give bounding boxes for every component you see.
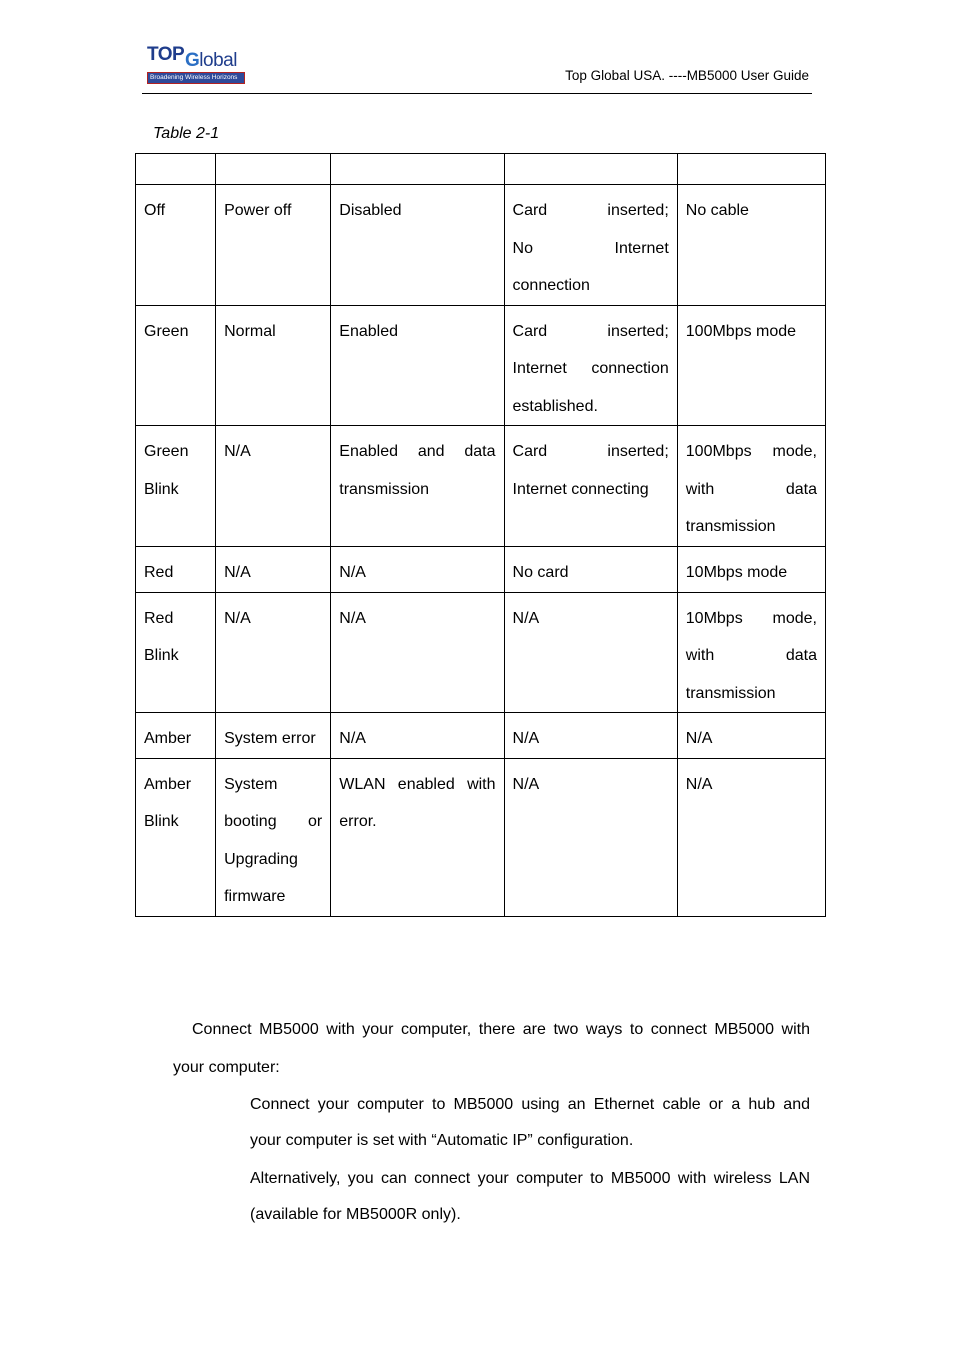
header-title: Top Global USA. ----MB5000 User Guide xyxy=(565,68,809,83)
cell-text-line: 100Mbps mode xyxy=(685,322,797,340)
cell-text-line: Card inserted; xyxy=(512,202,669,219)
header-cell xyxy=(216,154,331,185)
table-cell xyxy=(216,713,331,759)
cell-text-line: Green xyxy=(144,443,189,460)
cell-text-line: No cable xyxy=(685,202,749,219)
cell-text-line: Upgrading xyxy=(224,850,298,868)
cell-text-line: N/A xyxy=(339,609,366,627)
cell-text-line: N/A xyxy=(512,730,540,747)
table-cell xyxy=(136,426,216,547)
intro-paragraph xyxy=(173,1011,810,1086)
header-cell xyxy=(136,154,216,185)
table-cell xyxy=(331,592,504,713)
logo-tagline: Broadening Wireless Horizons xyxy=(147,72,245,84)
cell-text-line: System xyxy=(224,775,278,793)
cell-text-line: N/A xyxy=(685,730,713,747)
method-item-1 xyxy=(250,1087,810,1159)
table-cell xyxy=(504,758,677,916)
cell-text-line: booting or xyxy=(224,813,323,830)
table-cell xyxy=(136,713,216,759)
cell-text-line: connection xyxy=(512,277,590,294)
table-cell xyxy=(216,592,331,713)
table-cell xyxy=(216,426,331,547)
table-cell xyxy=(677,592,825,713)
led-status-table xyxy=(135,153,826,917)
table-cell xyxy=(331,185,504,306)
table-cell xyxy=(677,546,825,592)
cell-text-line: 10Mbps mode xyxy=(685,563,788,581)
cell-text-line: with data xyxy=(685,647,817,664)
table-caption: Table 2-1 xyxy=(153,125,220,142)
table-cell xyxy=(216,185,331,306)
cell-text-line: Red xyxy=(144,563,174,581)
table-cell xyxy=(504,713,677,759)
cell-text-line: N/A xyxy=(224,563,251,581)
cell-text-line: Off xyxy=(144,202,166,219)
header-divider xyxy=(142,93,812,94)
cell-text-line: Internet connecting xyxy=(512,480,649,498)
table-row xyxy=(136,426,826,547)
cell-text-line: Blink xyxy=(144,813,179,830)
table-cell xyxy=(136,546,216,592)
cell-text-line: Card inserted; xyxy=(512,322,669,340)
table-cell xyxy=(677,305,825,426)
table-cell xyxy=(677,185,825,306)
cell-text-line: Normal xyxy=(224,322,276,340)
cell-text-line: transmission xyxy=(685,684,776,702)
method-1-line-2: your computer is set with “Automatic IP” configuration. xyxy=(250,1132,634,1149)
cell-text-line: No Internet xyxy=(512,239,669,257)
table-cell xyxy=(677,713,825,759)
cell-text-line: Blink xyxy=(144,480,179,498)
logo-global-text: Global xyxy=(185,50,237,71)
table-header-row xyxy=(136,154,826,185)
table-cell xyxy=(331,758,504,916)
table-cell xyxy=(216,546,331,592)
table-cell xyxy=(677,426,825,547)
cell-text-line: Amber xyxy=(144,775,192,793)
table-row xyxy=(136,305,826,426)
cell-text-line: Amber xyxy=(144,730,192,747)
cell-text-line: 100Mbps mode, xyxy=(685,443,817,460)
cell-text-line: firmware xyxy=(224,888,286,905)
table-cell xyxy=(504,185,677,306)
intro-line-1: Connect MB5000 with your computer, there are two ways to connect MB5000 with xyxy=(192,1021,810,1038)
table-cell xyxy=(136,758,216,916)
method-2-line-2: (available for MB5000R only). xyxy=(250,1206,461,1223)
cell-text-line: N/A xyxy=(339,563,366,581)
table-cell xyxy=(216,305,331,426)
table-cell xyxy=(504,305,677,426)
method-1-line-1: Connect your computer to MB5000 using an Ethernet cable or a hub and xyxy=(250,1096,810,1113)
top-global-logo xyxy=(147,44,247,86)
cell-text-line: Enabled xyxy=(339,322,398,340)
table-cell xyxy=(136,592,216,713)
table-row xyxy=(136,713,826,759)
table-row xyxy=(136,758,826,916)
cell-text-line: N/A xyxy=(224,443,251,460)
cell-text-line: error. xyxy=(339,813,377,830)
cell-text-line: Internet connection xyxy=(512,360,669,377)
cell-text-line: System error xyxy=(224,730,316,747)
header-cell xyxy=(677,154,825,185)
cell-text-line: No card xyxy=(512,563,569,581)
table-cell xyxy=(136,305,216,426)
table-row xyxy=(136,592,826,713)
header-cell xyxy=(504,154,677,185)
table-cell xyxy=(216,758,331,916)
connection-methods xyxy=(250,1087,810,1235)
method-2-line-1: Alternatively, you can connect your computer to MB5000 with wireless LAN xyxy=(250,1170,810,1187)
table-row xyxy=(136,546,826,592)
cell-text-line: transmission xyxy=(685,518,776,535)
cell-text-line: N/A xyxy=(512,609,540,627)
cell-text-line: WLAN enabled with xyxy=(339,775,496,793)
cell-text-line: N/A xyxy=(339,730,366,747)
table-cell xyxy=(136,185,216,306)
cell-text-line: Card inserted; xyxy=(512,443,669,460)
table-row xyxy=(136,185,826,306)
method-item-2 xyxy=(250,1161,810,1233)
table-cell xyxy=(504,592,677,713)
cell-text-line: Red xyxy=(144,609,174,627)
logo-top-text: TOP xyxy=(147,44,185,65)
cell-text-line: Disabled xyxy=(339,202,402,219)
cell-text-line: established. xyxy=(512,397,598,415)
cell-text-line: Enabled and data xyxy=(339,443,496,460)
table-cell xyxy=(677,758,825,916)
table-cell xyxy=(504,546,677,592)
intro-line-2: your computer: xyxy=(173,1058,280,1076)
cell-text-line: transmission xyxy=(339,480,430,498)
table-cell xyxy=(331,426,504,547)
table-cell xyxy=(331,546,504,592)
cell-text-line: N/A xyxy=(512,775,540,793)
cell-text-line: with data xyxy=(685,480,817,498)
cell-text-line: N/A xyxy=(224,609,251,627)
header-cell xyxy=(331,154,504,185)
cell-text-line: Power off xyxy=(224,202,292,219)
table-cell xyxy=(504,426,677,547)
cell-text-line: 10Mbps mode, xyxy=(685,609,817,627)
table-cell xyxy=(331,713,504,759)
cell-text-line: N/A xyxy=(685,775,713,793)
table-cell xyxy=(331,305,504,426)
cell-text-line: Green xyxy=(144,322,189,340)
cell-text-line: Blink xyxy=(144,647,179,664)
